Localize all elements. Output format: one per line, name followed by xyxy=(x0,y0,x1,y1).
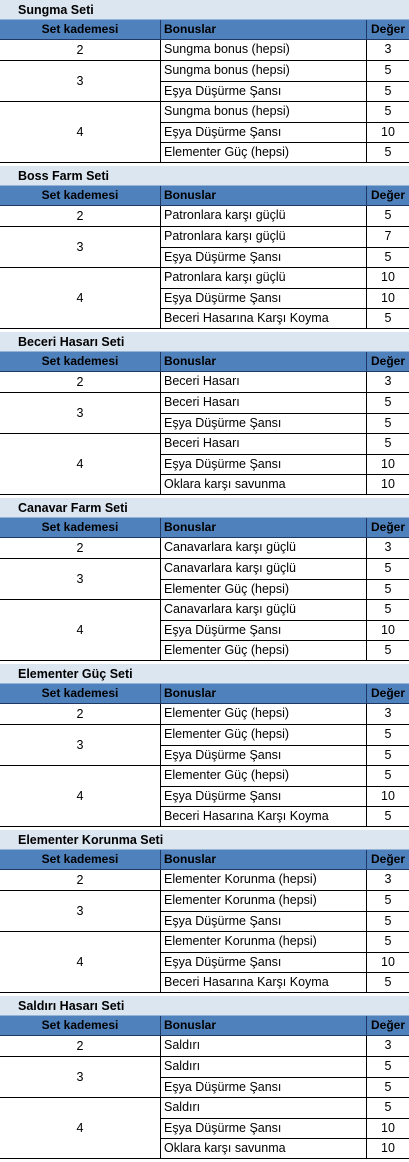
value-cell: 5 xyxy=(384,395,392,409)
set-section xyxy=(0,0,409,166)
header-value: Değer xyxy=(370,520,405,534)
table-row xyxy=(161,288,409,308)
value-cell: 10 xyxy=(381,1121,395,1135)
header-value: Değer xyxy=(370,354,405,368)
bonus-cell: Eşya Düşürme Şansı xyxy=(161,912,367,931)
level-group xyxy=(0,704,409,725)
bonus-cell: Eşya Düşürme Şansı xyxy=(161,289,367,308)
bonus-cell: Canavarlara karşı güçlü xyxy=(161,600,367,620)
table-header-row xyxy=(0,20,409,40)
bonus-cell: Beceri Hasarına Karşı Koyma xyxy=(161,309,367,328)
level-cell: 3 xyxy=(0,891,161,931)
value-cell: 5 xyxy=(384,893,392,907)
value-cell: 5 xyxy=(384,436,392,450)
bonus-rows xyxy=(161,891,409,931)
table-row xyxy=(161,122,409,142)
level-group xyxy=(0,870,409,891)
bonus-cell: Patronlara karşı güçlü xyxy=(161,268,367,288)
bonus-rows xyxy=(161,766,409,826)
bonus-rows xyxy=(161,102,409,162)
bonus-cell: Elementer Güç (hepsi) xyxy=(161,725,367,745)
table-row xyxy=(161,372,409,392)
level-group xyxy=(0,372,409,393)
set-section xyxy=(0,332,409,498)
table-row xyxy=(161,806,409,826)
bonus-cell: Beceri Hasarı xyxy=(161,393,367,413)
value-cell: 5 xyxy=(384,768,392,782)
bonus-cell: Sungma bonus (hepsi) xyxy=(161,102,367,122)
set-title: Boss Farm Seti xyxy=(0,166,409,186)
level-group xyxy=(0,227,409,268)
value-cell: 5 xyxy=(384,643,392,657)
table-header-row xyxy=(0,352,409,372)
level-group xyxy=(0,932,409,993)
table-row xyxy=(161,102,409,122)
bonus-cell: Canavarlara karşı güçlü xyxy=(161,559,367,579)
bonus-rows xyxy=(161,1057,409,1097)
table-row xyxy=(161,393,409,413)
table-row xyxy=(161,1036,409,1056)
bonus-cell: Elementer Korunma (hepsi) xyxy=(161,932,367,952)
table-row xyxy=(161,206,409,226)
level-cell: 3 xyxy=(0,227,161,267)
header-value: Değer xyxy=(370,188,405,202)
value-cell: 5 xyxy=(384,748,392,762)
level-group xyxy=(0,559,409,600)
table-row xyxy=(161,227,409,247)
bonus-cell: Elementer Güç (hepsi) xyxy=(161,143,367,162)
value-cell: 5 xyxy=(384,250,392,264)
level-cell: 4 xyxy=(0,766,161,826)
set-section xyxy=(0,664,409,830)
table-row xyxy=(161,434,409,454)
value-cell: 10 xyxy=(381,1141,395,1155)
header-bonus: Bonuslar xyxy=(161,352,367,371)
value-cell: 5 xyxy=(384,975,392,989)
bonus-cell: Elementer Güç (hepsi) xyxy=(161,704,367,724)
table-row xyxy=(161,932,409,952)
value-cell: 3 xyxy=(384,706,392,720)
level-group xyxy=(0,434,409,495)
level-cell: 3 xyxy=(0,725,161,765)
table-row xyxy=(161,1057,409,1077)
bonus-cell: Saldırı xyxy=(161,1036,367,1056)
level-group xyxy=(0,538,409,559)
value-cell: 5 xyxy=(384,1080,392,1094)
header-value: Değer xyxy=(370,22,405,36)
level-cell: 2 xyxy=(0,1036,161,1056)
bonus-cell: Canavarlara karşı güçlü xyxy=(161,538,367,558)
level-cell: 4 xyxy=(0,434,161,494)
bonus-rows xyxy=(161,206,409,226)
bonus-rows xyxy=(161,268,409,328)
bonus-cell: Eşya Düşürme Şansı xyxy=(161,1119,367,1138)
value-cell: 5 xyxy=(384,63,392,77)
bonus-rows xyxy=(161,372,409,392)
level-group xyxy=(0,1036,409,1057)
bonus-cell: Oklara karşı savunma xyxy=(161,1139,367,1158)
value-cell: 3 xyxy=(384,1038,392,1052)
bonus-cell: Sungma bonus (hepsi) xyxy=(161,61,367,81)
table-row xyxy=(161,81,409,101)
table-row xyxy=(161,413,409,433)
bonus-cell: Eşya Düşürme Şansı xyxy=(161,455,367,474)
value-cell: 10 xyxy=(381,789,395,803)
value-cell: 3 xyxy=(384,374,392,388)
table-row xyxy=(161,142,409,162)
table-row xyxy=(161,1138,409,1158)
table-row xyxy=(161,600,409,620)
header-level: Set kademesi xyxy=(0,352,161,371)
table-row xyxy=(161,1118,409,1138)
value-cell: 5 xyxy=(384,84,392,98)
table-row xyxy=(161,745,409,765)
bonus-cell: Beceri Hasarı xyxy=(161,434,367,454)
bonus-cell: Oklara karşı savunma xyxy=(161,475,367,494)
bonus-rows xyxy=(161,870,409,890)
header-bonus: Bonuslar xyxy=(161,20,367,39)
table-row xyxy=(161,268,409,288)
set-section xyxy=(0,996,409,1162)
bonus-rows xyxy=(161,393,409,433)
table-row xyxy=(161,870,409,890)
level-group xyxy=(0,1098,409,1159)
table-row xyxy=(161,579,409,599)
bonus-cell: Beceri Hasarına Karşı Koyma xyxy=(161,807,367,826)
header-level: Set kademesi xyxy=(0,684,161,703)
table-row xyxy=(161,247,409,267)
table-row xyxy=(161,704,409,724)
bonus-cell: Eşya Düşürme Şansı xyxy=(161,414,367,433)
level-cell: 4 xyxy=(0,932,161,992)
set-section xyxy=(0,166,409,332)
table-header-row xyxy=(0,518,409,538)
value-cell: 3 xyxy=(384,872,392,886)
level-cell: 3 xyxy=(0,61,161,101)
header-value: Değer xyxy=(370,686,405,700)
value-cell: 5 xyxy=(384,914,392,928)
header-level: Set kademesi xyxy=(0,186,161,205)
table-row xyxy=(161,40,409,60)
level-group xyxy=(0,40,409,61)
set-title: Sungma Seti xyxy=(0,0,409,20)
set-title: Canavar Farm Seti xyxy=(0,498,409,518)
table-row xyxy=(161,640,409,660)
table-row xyxy=(161,766,409,786)
table-row xyxy=(161,620,409,640)
table-header-row xyxy=(0,186,409,206)
header-bonus: Bonuslar xyxy=(161,518,367,537)
level-group xyxy=(0,268,409,329)
bonus-cell: Beceri Hasarı xyxy=(161,372,367,392)
value-cell: 5 xyxy=(384,561,392,575)
level-cell: 2 xyxy=(0,704,161,724)
bonus-rows xyxy=(161,600,409,660)
table-header-row xyxy=(0,1016,409,1036)
level-group xyxy=(0,1057,409,1098)
value-cell: 5 xyxy=(384,104,392,118)
level-group xyxy=(0,725,409,766)
level-cell: 4 xyxy=(0,1098,161,1158)
table-row xyxy=(161,952,409,972)
header-bonus: Bonuslar xyxy=(161,1016,367,1035)
level-cell: 2 xyxy=(0,372,161,392)
bonus-rows xyxy=(161,704,409,724)
bonus-cell: Eşya Düşürme Şansı xyxy=(161,123,367,142)
header-value: Değer xyxy=(370,852,405,866)
table-row xyxy=(161,725,409,745)
bonus-cell: Saldırı xyxy=(161,1098,367,1118)
table-row xyxy=(161,61,409,81)
header-bonus: Bonuslar xyxy=(161,186,367,205)
value-cell: 10 xyxy=(381,477,395,491)
bonus-rows xyxy=(161,559,409,599)
set-title: Elementer Korunma Seti xyxy=(0,830,409,850)
value-cell: 5 xyxy=(384,416,392,430)
set-title: Saldırı Hasarı Seti xyxy=(0,996,409,1016)
table-row xyxy=(161,972,409,992)
table-header-row xyxy=(0,684,409,704)
level-group xyxy=(0,766,409,827)
value-cell: 3 xyxy=(384,540,392,554)
bonus-cell: Eşya Düşürme Şansı xyxy=(161,787,367,806)
header-value: Değer xyxy=(370,1018,405,1032)
bonus-cell: Eşya Düşürme Şansı xyxy=(161,1078,367,1097)
bonus-cell: Sungma bonus (hepsi) xyxy=(161,40,367,60)
bonus-cell: Saldırı xyxy=(161,1057,367,1077)
level-cell: 3 xyxy=(0,559,161,599)
level-cell: 2 xyxy=(0,40,161,60)
bonus-cell: Eşya Düşürme Şansı xyxy=(161,746,367,765)
level-group xyxy=(0,600,409,661)
table-row xyxy=(161,559,409,579)
level-group xyxy=(0,61,409,102)
set-title: Elementer Güç Seti xyxy=(0,664,409,684)
value-cell: 5 xyxy=(384,602,392,616)
bonus-rows xyxy=(161,227,409,267)
bonus-rows xyxy=(161,538,409,558)
level-cell: 4 xyxy=(0,102,161,162)
table-row xyxy=(161,474,409,494)
header-level: Set kademesi xyxy=(0,1016,161,1035)
bonus-cell: Eşya Düşürme Şansı xyxy=(161,953,367,972)
value-cell: 5 xyxy=(384,145,392,159)
level-group xyxy=(0,102,409,163)
bonus-cell: Elementer Güç (hepsi) xyxy=(161,641,367,660)
set-title: Beceri Hasarı Seti xyxy=(0,332,409,352)
value-cell: 5 xyxy=(384,208,392,222)
value-cell: 10 xyxy=(381,623,395,637)
bonus-cell: Eşya Düşürme Şansı xyxy=(161,82,367,101)
table-row xyxy=(161,454,409,474)
table-header-row xyxy=(0,850,409,870)
header-level: Set kademesi xyxy=(0,20,161,39)
level-group xyxy=(0,891,409,932)
bonus-cell: Elementer Korunma (hepsi) xyxy=(161,891,367,911)
set-section xyxy=(0,830,409,996)
table-row xyxy=(161,538,409,558)
table-row xyxy=(161,308,409,328)
bonus-rows xyxy=(161,61,409,101)
header-level: Set kademesi xyxy=(0,850,161,869)
level-cell: 2 xyxy=(0,538,161,558)
level-cell: 4 xyxy=(0,600,161,660)
bonus-rows xyxy=(161,725,409,765)
value-cell: 3 xyxy=(384,42,392,56)
bonus-rows xyxy=(161,434,409,494)
bonus-rows xyxy=(161,40,409,60)
value-cell: 5 xyxy=(384,934,392,948)
value-cell: 10 xyxy=(381,457,395,471)
bonus-cell: Patronlara karşı güçlü xyxy=(161,227,367,247)
bonus-cell: Patronlara karşı güçlü xyxy=(161,206,367,226)
value-cell: 10 xyxy=(381,125,395,139)
header-bonus: Bonuslar xyxy=(161,684,367,703)
table-row xyxy=(161,891,409,911)
bonus-rows xyxy=(161,932,409,992)
bonus-cell: Elementer Güç (hepsi) xyxy=(161,766,367,786)
table-row xyxy=(161,786,409,806)
table-row xyxy=(161,1077,409,1097)
level-cell: 2 xyxy=(0,870,161,890)
bonus-cell: Elementer Güç (hepsi) xyxy=(161,580,367,599)
bonus-cell: Beceri Hasarına Karşı Koyma xyxy=(161,973,367,992)
bonus-cell: Elementer Korunma (hepsi) xyxy=(161,870,367,890)
header-level: Set kademesi xyxy=(0,518,161,537)
level-cell: 2 xyxy=(0,206,161,226)
level-cell: 3 xyxy=(0,1057,161,1097)
bonus-cell: Eşya Düşürme Şansı xyxy=(161,248,367,267)
value-cell: 5 xyxy=(384,311,392,325)
value-cell: 5 xyxy=(384,1100,392,1114)
bonus-cell: Eşya Düşürme Şansı xyxy=(161,621,367,640)
level-cell: 3 xyxy=(0,393,161,433)
level-cell: 4 xyxy=(0,268,161,328)
value-cell: 10 xyxy=(381,270,395,284)
table-row xyxy=(161,1098,409,1118)
value-cell: 10 xyxy=(381,291,395,305)
value-cell: 5 xyxy=(384,809,392,823)
bonus-rows xyxy=(161,1098,409,1158)
value-cell: 7 xyxy=(384,229,392,243)
bonus-rows xyxy=(161,1036,409,1056)
set-section xyxy=(0,498,409,664)
header-bonus: Bonuslar xyxy=(161,850,367,869)
value-cell: 5 xyxy=(384,1059,392,1073)
level-group xyxy=(0,393,409,434)
level-group xyxy=(0,206,409,227)
value-cell: 5 xyxy=(384,727,392,741)
table-row xyxy=(161,911,409,931)
value-cell: 5 xyxy=(384,582,392,596)
value-cell: 10 xyxy=(381,955,395,969)
